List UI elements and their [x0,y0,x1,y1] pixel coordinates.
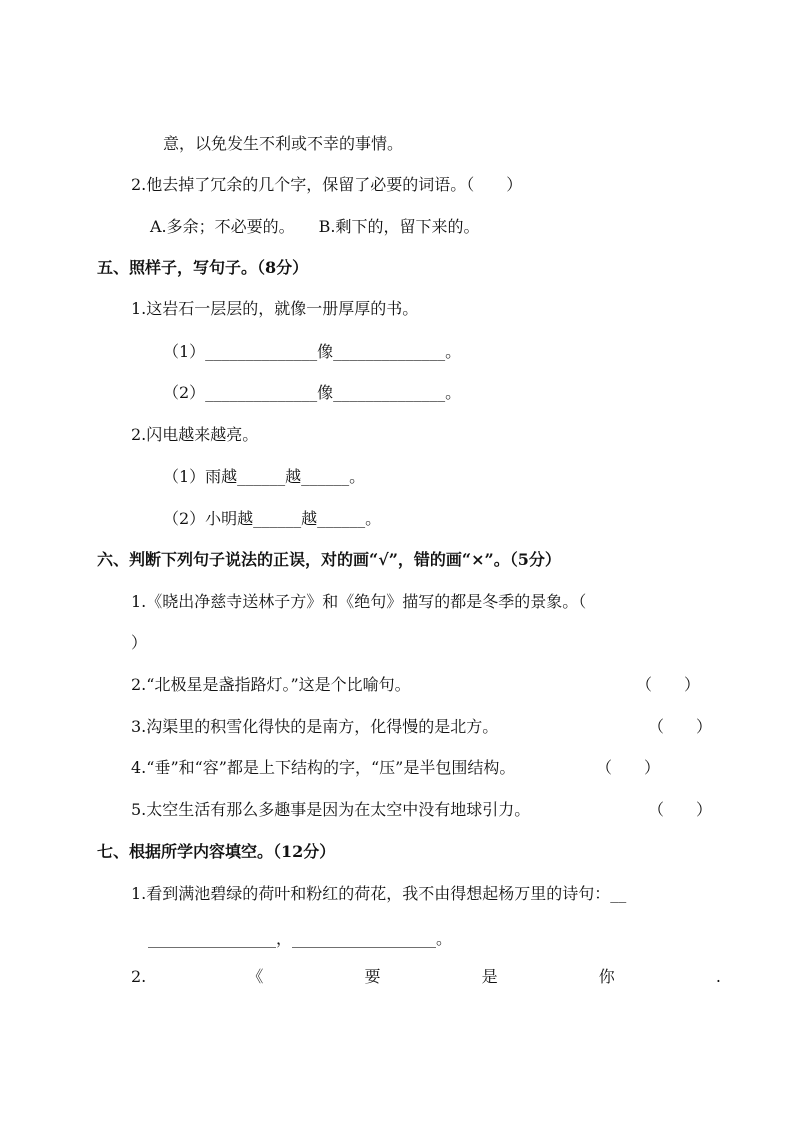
section6-question-4: 4.“垂”和“容”都是上下结构的字，“压”是半包围结构。 [131,758,516,777]
section7-question-2-line [131,966,721,988]
section4-question-2: 2.他去掉了冗余的几个字，保留了必要的词语。（ ） [131,175,523,194]
section7-question-1: 1.看到满池碧绿的荷叶和粉红的荷花，我不由得想起杨万里的诗句：__ [131,884,627,903]
section5-question-1: 1.这岩石一层层的，就像一册厚厚的书。 [131,299,419,318]
section7-question-2-part: 要 [364,967,381,986]
section5-question-2: 2.闪电越来越亮。 [131,425,259,444]
section5-question-1-blank-b: （2）______________像______________。 [163,383,462,402]
section7-question-2-part: 是 [481,967,498,986]
section7-question-2-part: 2. [131,967,147,986]
section6-question-2: 2.“北极星是盏指路灯。”这是个比喻句。 [131,675,411,694]
section7-question-2-part: . [715,967,721,986]
section6-question-3-answer-paren: （ ） [648,717,713,736]
section6-question-1-continuation: ） [131,633,148,652]
section5-question-1-blank-a: （1）______________像______________。 [163,342,462,361]
section4-continuation-line: 意，以免发生不利或不幸的事情。 [163,134,404,153]
section7-heading: 七、根据所学内容填空。（12分） [97,842,336,861]
section5-question-2-blank-b: （2）小明越______越______。 [163,509,382,528]
section6-question-2-answer-paren: （ ） [636,675,701,694]
section6-question-5-answer-paren: （ ） [648,800,713,819]
section7-question-2-part: 你 [598,967,615,986]
section5-heading: 五、照样子，写句子。（8分） [97,258,309,277]
section6-question-5: 5.太空生活有那么多趣事是因为在太空中没有地球引力。 [131,800,531,819]
section6-heading: 六、判断下列句子说法的正误，对的画“√”，错的画“×”。（5分） [97,550,561,569]
section5-question-2-blank-a: （1）雨越______越______。 [163,467,366,486]
section6-question-3: 3.沟渠里的积雪化得快的是南方，化得慢的是北方。 [131,717,499,736]
section4-question-2-options: A.多余；不必要的。 B.剩下的，留下来的。 [150,217,480,236]
section6-question-4-answer-paren: （ ） [596,758,661,777]
section6-question-1: 1.《晓出净慈寺送林子方》和《绝句》描写的都是冬季的景象。（ [131,592,587,611]
section7-question-1-blanks: ________________，__________________。 [148,929,453,948]
section7-question-2-part: 《 [247,967,264,986]
